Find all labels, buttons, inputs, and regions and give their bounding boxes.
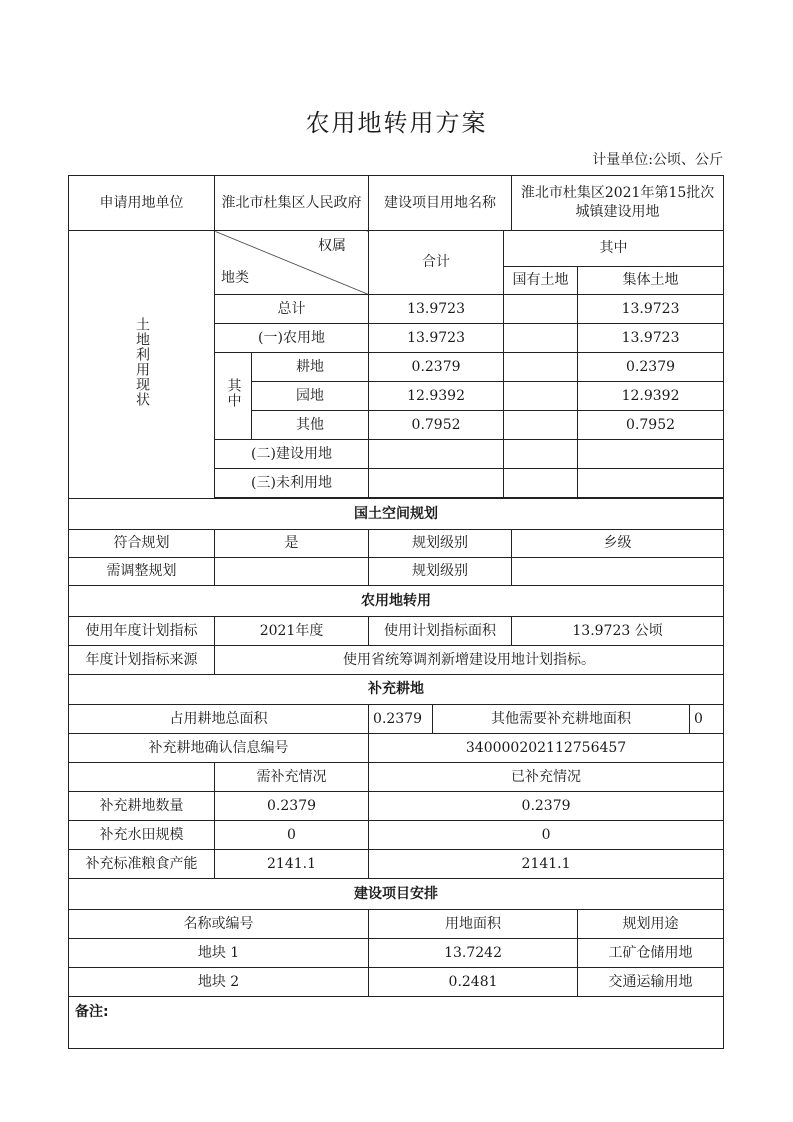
page-title: 农用地转用方案 [305,109,488,137]
source-label: 年度计划指标来源 [69,646,215,675]
applicant-row [69,176,724,231]
remark-row [69,997,724,1049]
row-label: (二)建设用地 [215,440,369,469]
row-state [504,382,578,411]
project-area: 13.7242 [369,939,578,968]
confirm-value: 340000202112756457 [369,734,724,763]
planning-header: 国土空间规划 [69,499,724,530]
land-conversion-table [68,175,724,1049]
other-area-label: 其他需要补充耕地面积 [433,705,690,734]
confirm-label: 补充耕地确认信息编号 [69,734,369,763]
conversion-header: 农用地转用 [69,586,724,617]
row-label: (一)农用地 [215,324,369,353]
supplement-header-row [69,675,724,705]
project-use: 工矿仓储用地 [578,939,724,968]
row-state [504,324,578,353]
conversion-source-row [69,646,724,675]
row-done: 0.2379 [369,792,724,821]
col-use-header: 规划用途 [578,910,724,939]
land-type-label: 地类 [221,270,249,287]
blank-cell [69,763,215,792]
supplement-col-header-row [69,763,724,792]
row-label: 园地 [252,382,369,411]
row-label: 耕地 [252,353,369,382]
level-label-2: 规划级别 [369,558,512,586]
row-state [504,295,578,324]
project-use: 交通运输用地 [578,968,724,997]
occupied-row [69,705,724,734]
row-need: 0 [215,821,369,850]
occupied-label: 占用耕地总面积 [69,705,369,734]
applicant-label: 申请用地单位 [69,176,215,231]
planning-adjust-row [69,558,724,586]
row-done: 0 [369,821,724,850]
conversion-header-row [69,586,724,617]
planning-conform-row [69,530,724,558]
done-header: 已补充情况 [369,763,724,792]
occupied-value: 0.2379 [369,705,433,734]
row-sum: 0.7952 [369,411,504,440]
state-land-header: 国有土地 [504,267,578,295]
col-area-header: 用地面积 [369,910,578,939]
among-side-text: 其中 [225,378,242,409]
remark-label: 备注: [69,997,724,1049]
project-name: 地块 1 [69,939,369,968]
table-row [69,968,724,997]
row-state [504,411,578,440]
row-collective [578,440,724,469]
row-collective: 12.9392 [578,382,724,411]
adjust-value [215,558,369,586]
among-col-header: 其中 [504,231,724,267]
row-collective: 0.7952 [578,411,724,440]
row-state [504,353,578,382]
row-sum: 13.9723 [369,295,504,324]
land-status-side-label [69,231,215,499]
plan-area-label: 使用计划指标面积 [369,617,512,646]
projects-col-header-row [69,910,724,939]
applicant-value: 淮北市杜集区人民政府 [215,176,369,231]
row-state [504,440,578,469]
total-col-header: 合计 [369,231,504,295]
land-status-side-text: 土地利用现状 [133,316,150,407]
supplement-header: 补充耕地 [69,675,724,705]
row-sum: 13.9723 [369,324,504,353]
row-label: 补充标准粮食产能 [69,850,215,879]
project-name-label: 建设项目用地名称 [369,176,512,231]
level-value-2 [512,558,724,586]
level-value: 乡级 [512,530,724,558]
projects-header: 建设项目安排 [69,879,724,910]
conform-value: 是 [215,530,369,558]
confirm-row [69,734,724,763]
row-done: 2141.1 [369,850,724,879]
year-plan-label: 使用年度计划指标 [69,617,215,646]
row-state [504,469,578,498]
conform-label: 符合规划 [69,530,215,558]
plan-area-value: 13.9723 公顷 [512,617,724,646]
ownership-label: 权属 [318,238,347,254]
planning-header-row [69,499,724,530]
diagonal-header [215,231,369,295]
table-row [69,792,724,821]
level-label: 规划级别 [369,530,512,558]
conversion-year-row [69,617,724,646]
row-collective: 0.2379 [578,353,724,382]
row-label: (三)未利用地 [215,469,369,498]
row-need: 2141.1 [215,850,369,879]
collective-land-header: 集体土地 [578,267,724,295]
table-row [69,939,724,968]
col-name-header: 名称或编号 [69,910,369,939]
row-label: 其他 [252,411,369,440]
row-sum: 0.2379 [369,353,504,382]
row-sum [369,469,504,498]
year-plan-value: 2021年度 [215,617,369,646]
table-row [69,850,724,879]
adjust-label: 需调整规划 [69,558,215,586]
row-label: 总计 [215,295,369,324]
other-area-value: 0 [690,705,724,734]
row-label: 补充耕地数量 [69,792,215,821]
row-sum [369,440,504,469]
project-name-value: 淮北市杜集区2021年第15批次城镇建设用地 [512,176,724,231]
table-row [69,821,724,850]
source-value: 使用省统筹调剂新增建设用地计划指标。 [215,646,724,675]
row-collective: 13.9723 [578,295,724,324]
project-area: 0.2481 [369,968,578,997]
row-collective [578,469,724,498]
land-status-header-row [69,231,724,267]
row-label: 补充水田规模 [69,821,215,850]
row-collective: 13.9723 [578,324,724,353]
need-header: 需补充情况 [215,763,369,792]
project-name: 地块 2 [69,968,369,997]
projects-header-row [69,879,724,910]
among-side-label [215,353,252,440]
row-sum: 12.9392 [369,382,504,411]
row-need: 0.2379 [215,792,369,821]
unit-note: 计量单位:公顷、公斤 [592,152,723,168]
